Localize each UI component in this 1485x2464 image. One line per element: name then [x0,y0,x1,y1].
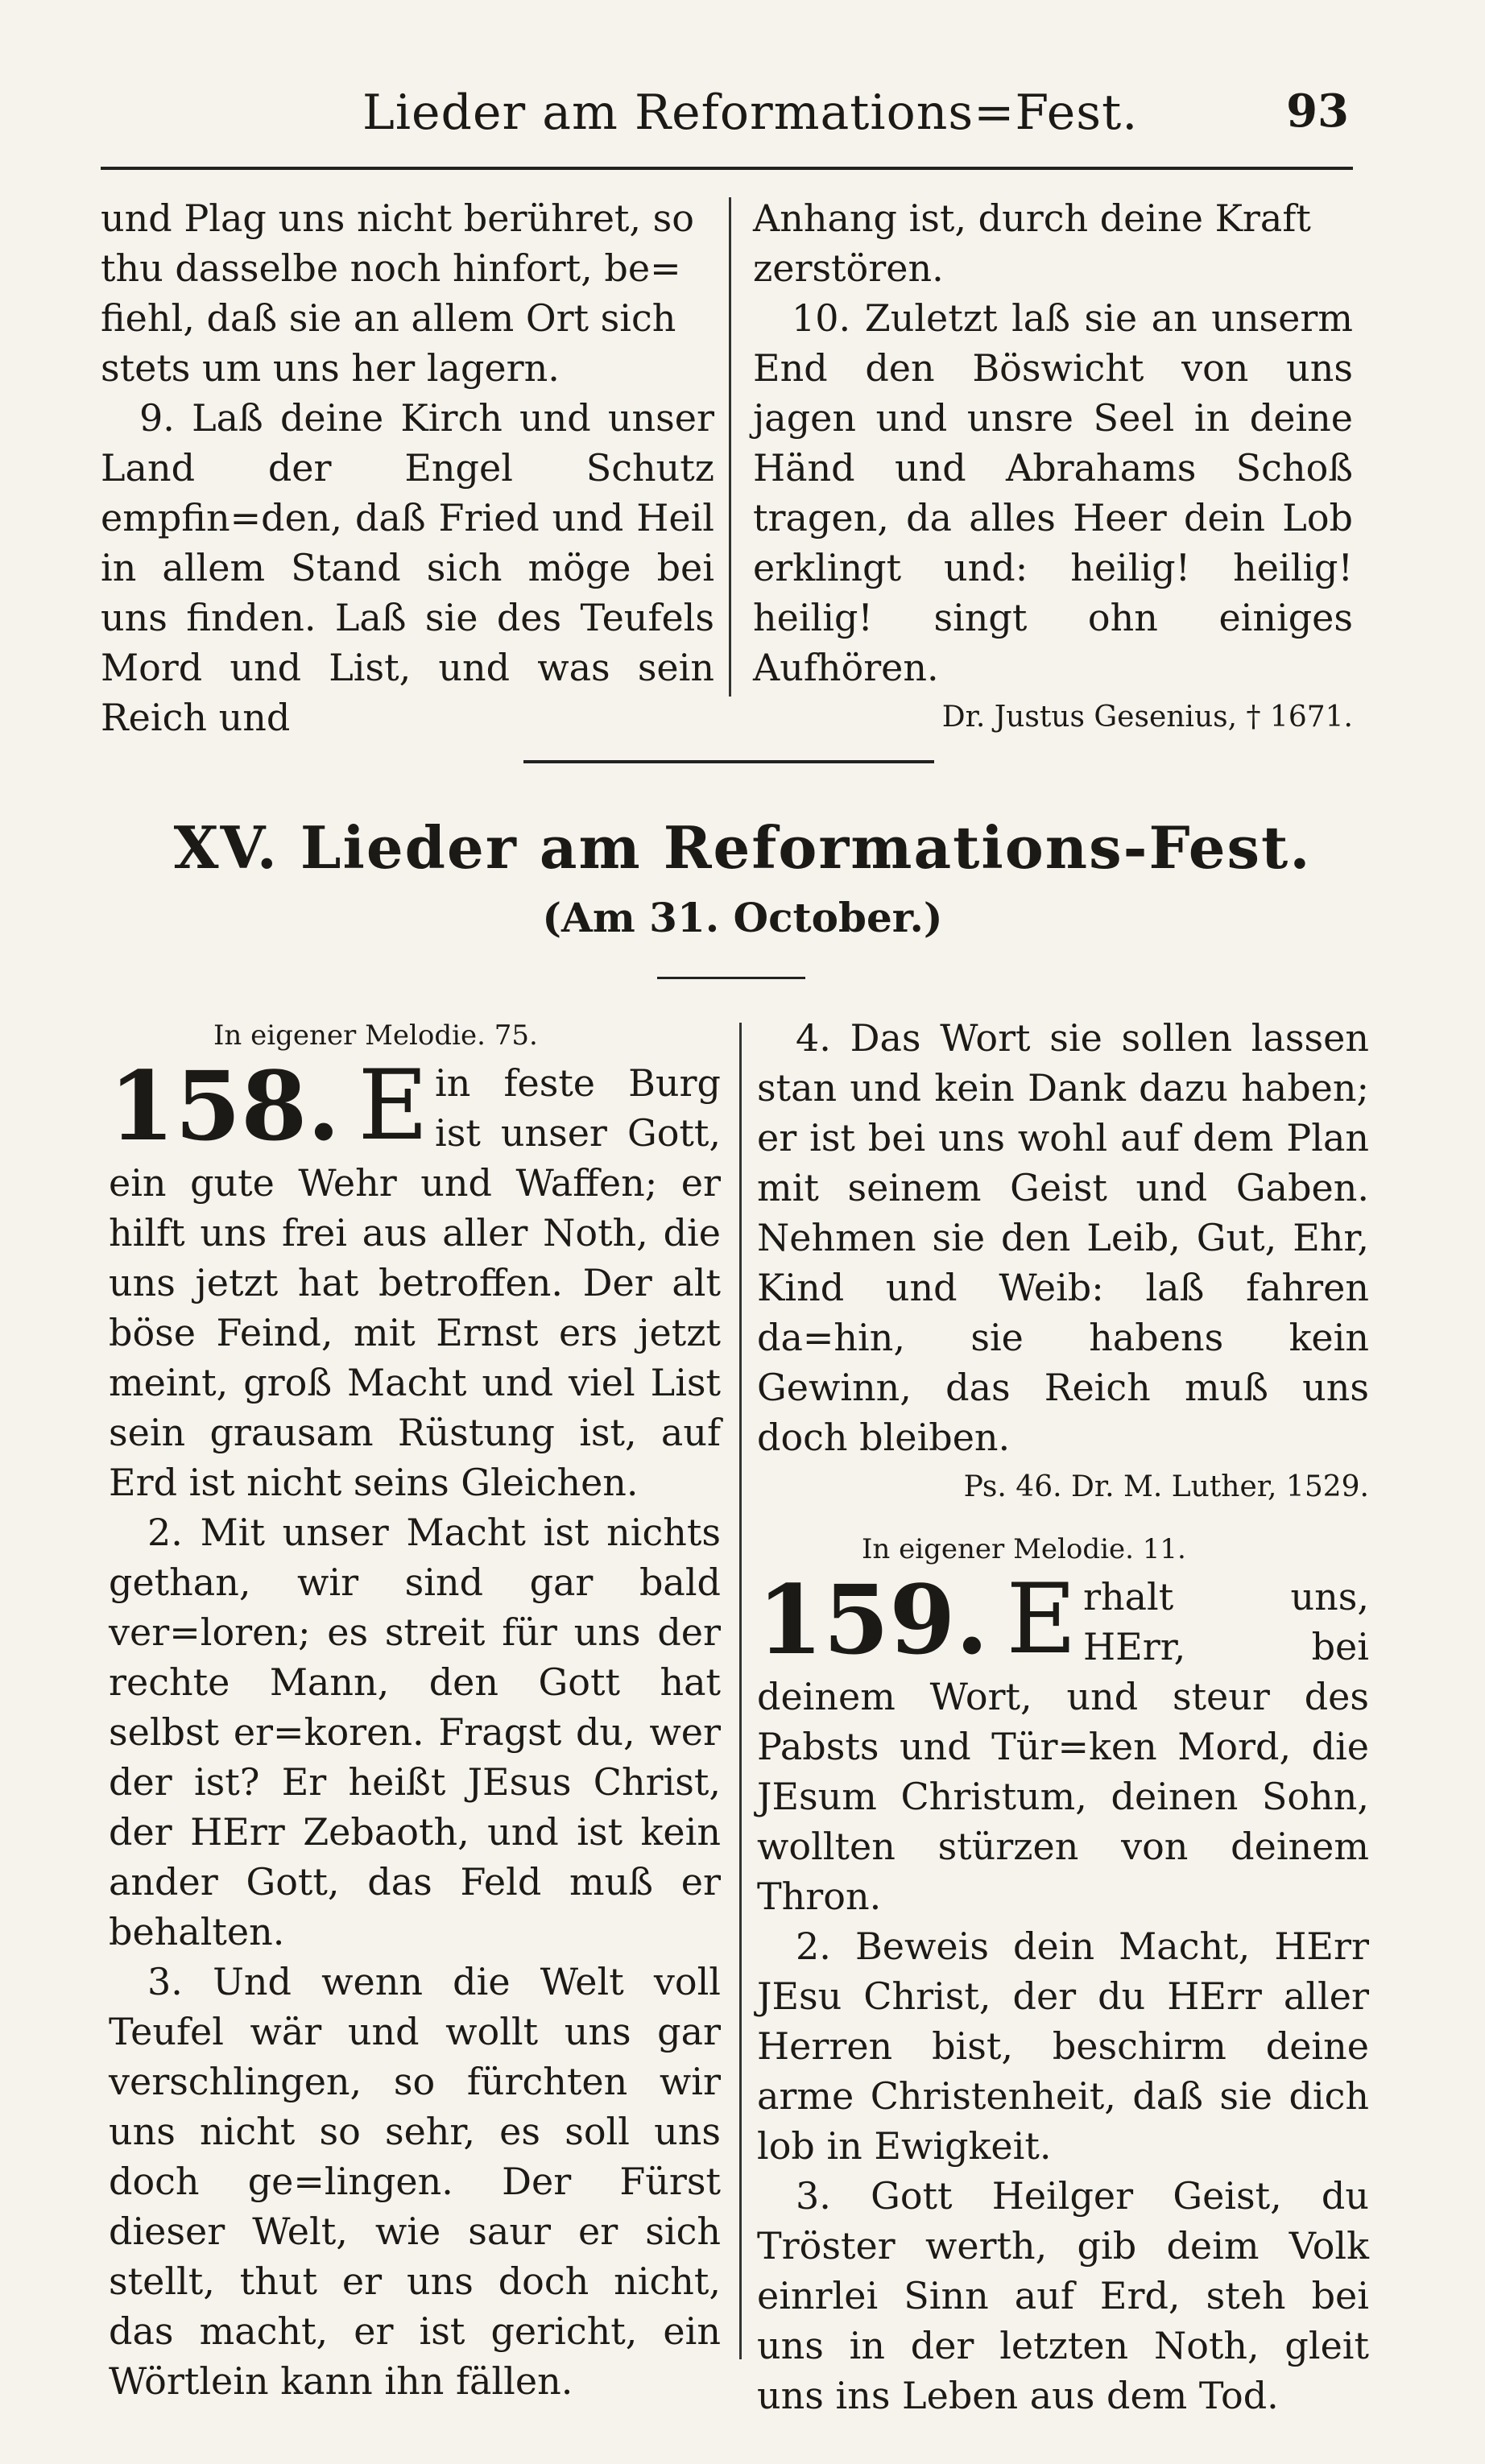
hymn-number: 158. [109,1050,341,1162]
text-line: und Plag uns nicht berühret, so [101,196,694,240]
verse-3: 3. Gott Heilger Geist, du Tröster werth, gib deim Volk einrlei Sinn auf Erd, steh bei uns in der letzten Noth, gleit uns ins Leben aus dem Tod. [757,2174,1369,2417]
header-rule [101,167,1353,170]
running-head [105,85,1349,161]
section-rule [523,760,934,763]
section-title: XV. Lieder am Reformations-Fest. [173,813,1312,882]
author-attribution: Dr. Justus Gesenius, † 1671. [941,701,1353,734]
page-number: 93 [1286,85,1349,138]
verse-9: 9. Laß deine Kirch und unser Land der Engel Schutz empfin=den, daß Fried und Heil in allem Stand sich möge bei uns finden. Laß sie des Teufels Mord und List, und was sein Reich und [101,396,714,739]
bottom-right-column [757,1013,1369,2421]
verse-4: 4. Das Wort sie sollen lassen stan und kein Dank dazu haben; er ist bei uns wohl auf dem Plan mit seinem Geist und Gaben. Nehmen sie den Leib, Gut, Ehr, Kind und Weib: laß fahren da=hin, sie habens kein Gewinn, das Reich muß uns doch bleiben. [757,1016,1369,1459]
verse-3: 3. Und wenn die Welt voll Teufel wär und wollt uns gar verschlingen, so fürchten wir uns nicht so sehr, es soll uns doch ge=lingen. Der Fürst dieser Welt, wie saur er sich stellt, thut er uns doch nicht, das macht, er ist gericht, ein Wörtlein kann ihn fällen. [109,1960,721,2403]
column-divider [739,1023,742,2359]
hymn-159 [757,1564,1369,1921]
verse-1: rhalt uns, HErr, bei deinem Wort, und steur des Pabsts und Tür=ken Mord, die JEsum Christum, deinen Sohn, wollten stürzen von deinem Thron. [757,1575,1369,1918]
running-title: Lieder am Reformations=Fest. [362,85,1139,141]
drop-initial: E [1006,1564,1078,1676]
hymn-number: 159. [757,1564,989,1676]
spacer [757,1507,1369,1527]
top-left-column [101,193,714,742]
bottom-left-column [109,1013,721,2406]
melody-note: In eigener Melodie. 11. [862,1533,1186,1565]
text-line: zerstören. [753,246,944,290]
melody-note: In eigener Melodie. 75. [213,1019,538,1052]
text-line: Anhang ist, durch deine Kraft [753,196,1311,240]
drop-initial: E [358,1050,429,1162]
text-line: stets um uns her lagern. [101,346,560,390]
top-right-column [753,193,1353,738]
text-line: thu dasselbe noch hinfort, be= [101,246,681,290]
text-line: fiehl, daß sie an allem Ort sich [101,296,676,340]
author-attribution: Ps. 46. Dr. M. Luther, 1529. [963,1470,1369,1503]
verse-2: 2. Mit unser Macht ist nichts gethan, wir sind gar bald ver=loren; es streit für uns der rechte Mann, den Gott hat selbst er=koren. Fragst du, wer der ist? Er heißt JEsus Christ, der HErr Zebaoth, und ist kein ander Gott, das Feld muß er behalten. [109,1511,721,1953]
section-subrule [657,977,805,979]
column-divider [729,197,731,697]
verse-2: 2. Beweis dein Macht, HErr JEsu Christ, der du HErr aller Herren bist, beschirm deine arme Christenheit, daß sie dich lob in Ewigkeit. [757,1924,1369,2168]
verse-1: in feste Burg ist unser Gott, ein gute Wehr und Waffen; er hilft uns frei aus aller Noth, die uns jetzt hat betroffen. Der alt böse Feind, mit Ernst ers jetzt meint, groß Macht und viel List sein grausam Rüstung ist, auf Erd ist nicht seins Gleichen. [109,1061,721,1504]
verse-10: 10. Zuletzt laß sie an unserm End den Böswicht von uns jagen und unsre Seel in deine Händ und Abrahams Schoß tragen, da alles Heer dein Lob erklingt und: heilig! heilig! heilig! singt ohn einiges Aufhören. [753,296,1353,689]
hymn-158 [109,1050,721,1507]
section-subtitle: (Am 31. October.) [542,894,943,941]
